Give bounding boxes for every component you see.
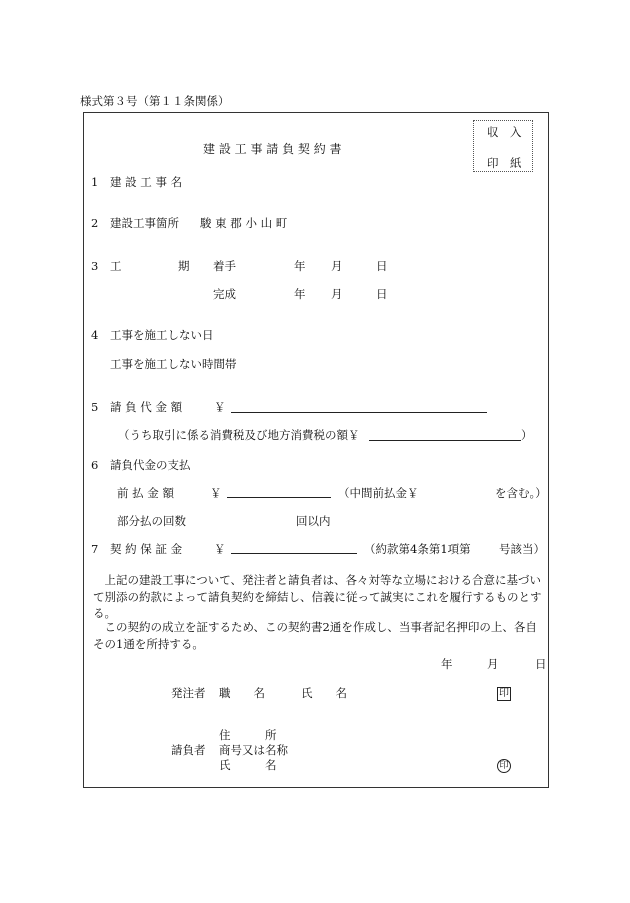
orderer-seal-square: 印	[499, 688, 509, 699]
no-work-days-label: 工事を施工しない日	[110, 328, 214, 342]
item-number-7: 7	[91, 542, 99, 556]
contractor-name-label: 氏 名	[219, 758, 277, 772]
guarantee-clause-note: （約款第4条第1項第	[364, 542, 471, 556]
date-month-unit: 月	[487, 657, 499, 671]
guarantee-yen: ￥	[214, 542, 226, 556]
period-label-b: 期	[178, 259, 190, 273]
tax-amount-field[interactable]	[369, 440, 521, 441]
end-day-unit: 日	[376, 287, 388, 301]
orderer-role: 発注者	[171, 686, 206, 700]
item-number-3: 3	[91, 259, 99, 273]
payment-label: 請負代金の支払	[110, 458, 191, 472]
date-day-unit: 日	[535, 657, 547, 671]
construction-name-label: 建 設 工 事 名	[110, 175, 183, 189]
start-month-unit: 月	[331, 259, 343, 273]
contractor-seal-circle: 印	[497, 759, 511, 773]
contractor-address-label: 住 所	[219, 728, 277, 742]
advance-payment-field[interactable]	[227, 497, 331, 498]
item-number-5: 5	[91, 400, 99, 414]
start-day-unit: 日	[376, 259, 388, 273]
tax-note-close: ）	[521, 428, 533, 442]
start-year-unit: 年	[294, 259, 306, 273]
contract-amount-field[interactable]	[231, 412, 487, 413]
form-number: 様式第３号（第１１条関係）	[80, 94, 230, 108]
contractor-role: 請負者	[171, 743, 206, 757]
item-number-1: 1	[91, 175, 99, 189]
contractor-company-label: 商号又は名称	[219, 743, 288, 757]
guarantee-field[interactable]	[231, 553, 357, 554]
advance-payment-yen: ￥	[210, 486, 222, 500]
document-title: 建 設 工 事 請 負 契 約 書	[203, 142, 342, 156]
stamp-label-bottom: 印 紙	[487, 156, 522, 170]
partial-payment-label: 部分払の回数	[117, 514, 186, 528]
construction-site-value: 駿 東 郡 小 山 町	[200, 216, 288, 230]
contract-paragraph-2: この契約の成立を証するため、この契約書2通を作成し、当事者記名押印の上、各自その1通を所持する。	[93, 620, 537, 651]
construction-site-label: 建設工事箇所	[110, 216, 179, 230]
contract-amount-yen: ￥	[214, 400, 226, 414]
guarantee-label: 契 約 保 証 金	[110, 542, 183, 556]
end-label: 完成	[213, 287, 236, 301]
mid-advance-note: （中間前払金￥	[338, 486, 419, 500]
orderer-title-label: 職 名	[219, 686, 265, 700]
contract-amount-label: 請 負 代 金 額	[110, 400, 183, 414]
orderer-name-label: 氏 名	[301, 686, 347, 700]
guarantee-clause-end: 号該当）	[499, 542, 545, 556]
advance-payment-label: 前 払 金 額	[117, 486, 174, 500]
stamp-label-top: 収 入	[487, 125, 522, 139]
period-label-a: 工	[110, 259, 122, 273]
partial-payment-unit: 回以内	[296, 514, 331, 528]
no-work-hours-label: 工事を施工しない時間帯	[110, 357, 237, 371]
item-number-4: 4	[91, 328, 99, 342]
tax-note-open: （うち取引に係る消費税及び地方消費税の額￥	[118, 428, 360, 442]
mid-advance-note-end: を含む。）	[495, 486, 547, 500]
item-number-2: 2	[91, 216, 99, 230]
start-label: 着手	[213, 259, 236, 273]
end-year-unit: 年	[294, 287, 306, 301]
item-number-6: 6	[91, 458, 99, 472]
contract-paragraph-1: 上記の建設工事について、発注者と請負者は、各々対等な立場における合意に基づいて別添の約款によって請負契約を締結し、信義に従って誠実にこれを履行するものとする。	[93, 573, 542, 620]
end-month-unit: 月	[331, 287, 343, 301]
date-year-unit: 年	[441, 657, 453, 671]
